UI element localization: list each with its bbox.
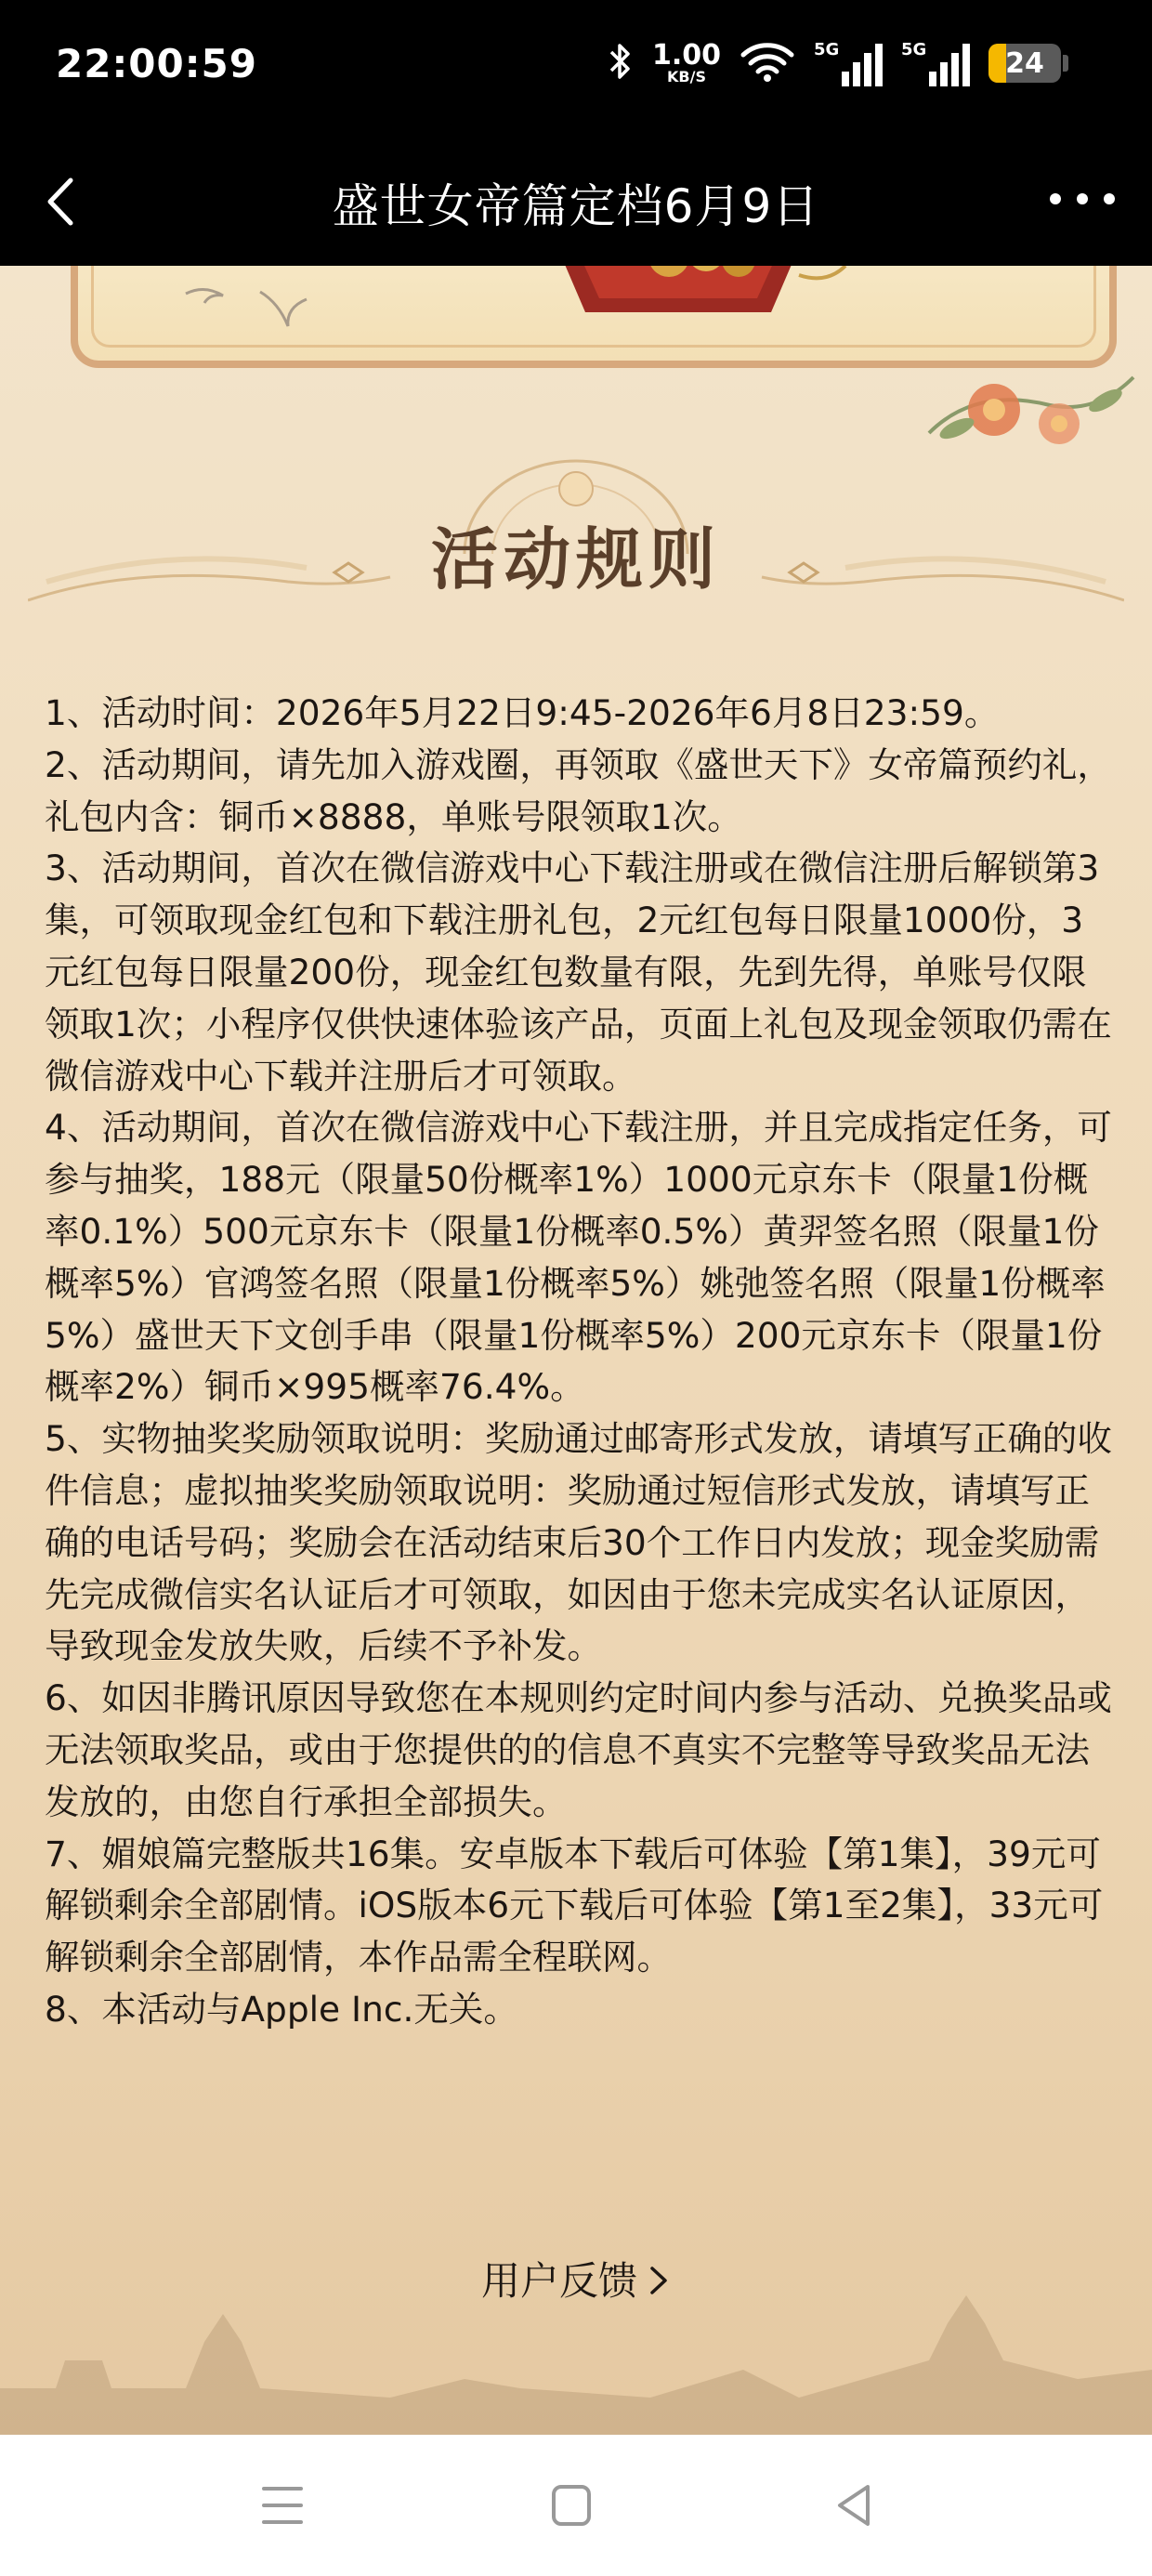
content-area[interactable] [0, 266, 1152, 2435]
rule-item: 3、活动期间，首次在微信游戏中心下载注册或在微信注册后解锁第3集，可领取现金红包和下载注册礼包，2元红包每日限量1000份，3元红包每日限量200份，现金红包数量有限，先到先得，单账号仅限领取1次；小程序仅供快速体验该产品，页面上礼包及现金领取仍需在微信游戏中心下载并注册后才可领取。 [45, 848, 1112, 1097]
network-speed [651, 39, 721, 85]
back-triangle-icon[interactable] [827, 2479, 883, 2531]
status-time: 22:00:59 [56, 41, 257, 86]
rule-item: 5、实物抽奖奖励领取说明：奖励通过邮寄形式发放，请填写正确的收件信息；虚拟抽奖奖励领取说明：奖励通过短信形式发放，请填写正确的电话号码；奖励会在活动结束后30个工作日内发放；现金奖励需先完成微信实名认证后才可领取，如因由于您未完成实名认证原因，导致现金发放失败，后续不予补发。 [45, 1418, 1112, 1667]
rule-item: 2、活动期间，请先加入游戏圈，再领取《盛世天下》女帝篇预约礼，礼包内含：铜币×8888，单账号限领取1次。 [45, 743, 1112, 837]
nav-bar [0, 136, 1152, 266]
wifi-icon [740, 40, 795, 86]
more-options-icon[interactable] [1050, 180, 1115, 217]
rule-item: 8、本活动与Apple Inc.无关。 [45, 1988, 518, 2030]
rule-item: 7、媚娘篇完整版共16集。安卓版本下载后可体验【第1集】，39元可解锁剩余全部剧情。iOS版本6元下载后可体验【第1至2集】，33元可解锁剩余全部剧情，本作品需全程联网。 [45, 1833, 1104, 1978]
bluetooth-icon [606, 39, 634, 87]
battery-icon [988, 44, 1061, 83]
status-icons [606, 37, 1068, 89]
rule-item: 4、活动期间，首次在微信游戏中心下载注册，并且完成指定任务，可参与抽奖，188元（限量50份概率1%）1000元京东卡（限量1份概率0.1%）500元京东卡（限量1份概率0.5%）黄羿签名照（限量1份概率5%）官鸿签名照（限量1份概率5%）姚弛签名照（限量1份概率5%）盛世天下文创手串（限量1份概率5%）200元京东卡（限量1份概率2%）铜币×995概率76.4%。 [45, 1107, 1112, 1408]
signal-bars-icon [929, 44, 970, 86]
battery-level: 24 [1005, 46, 1044, 80]
rules-heading: 活动规则 [430, 519, 721, 598]
signal-1-label: 5G [814, 40, 840, 59]
signal-bars-icon [842, 44, 883, 86]
signal-2-label: 5G [901, 40, 927, 59]
rules-text [45, 688, 1113, 2036]
rule-item: 6、如因非腾讯原因导致您在本规则约定时间内参与活动、兑换奖品或无法领取奖品，或由于您提供的的信息不真实不完整等导致奖品无法发放的，由您自行承担全部损失。 [45, 1677, 1112, 1822]
gift-decoration-icon [520, 266, 855, 331]
network-speed-value: 1.00 [651, 39, 721, 72]
home-square-icon[interactable] [543, 2479, 598, 2531]
rule-item: 1、活动时间：2026年5月22日9:45-2026年6月8日23:59。 [45, 692, 1000, 733]
signal-strength-2 [901, 40, 970, 86]
rules-heading-block [0, 452, 1152, 637]
battery-fill [988, 44, 1006, 83]
flower-decoration-icon [920, 359, 1143, 461]
network-speed-unit: KB/S [667, 68, 706, 85]
chevron-right-icon [647, 2265, 671, 2296]
user-feedback-label: 用户反馈 [480, 2258, 637, 2304]
battery-tip [1063, 55, 1068, 72]
status-bar [0, 0, 1152, 136]
menu-icon[interactable] [255, 2479, 310, 2531]
system-nav-bar [0, 2435, 1152, 2576]
birds-decoration-icon [177, 275, 325, 340]
page-title: 盛世女帝篇定档6月9日 [332, 179, 820, 233]
user-feedback-link[interactable] [0, 2251, 1152, 2307]
signal-strength-1 [814, 40, 883, 86]
